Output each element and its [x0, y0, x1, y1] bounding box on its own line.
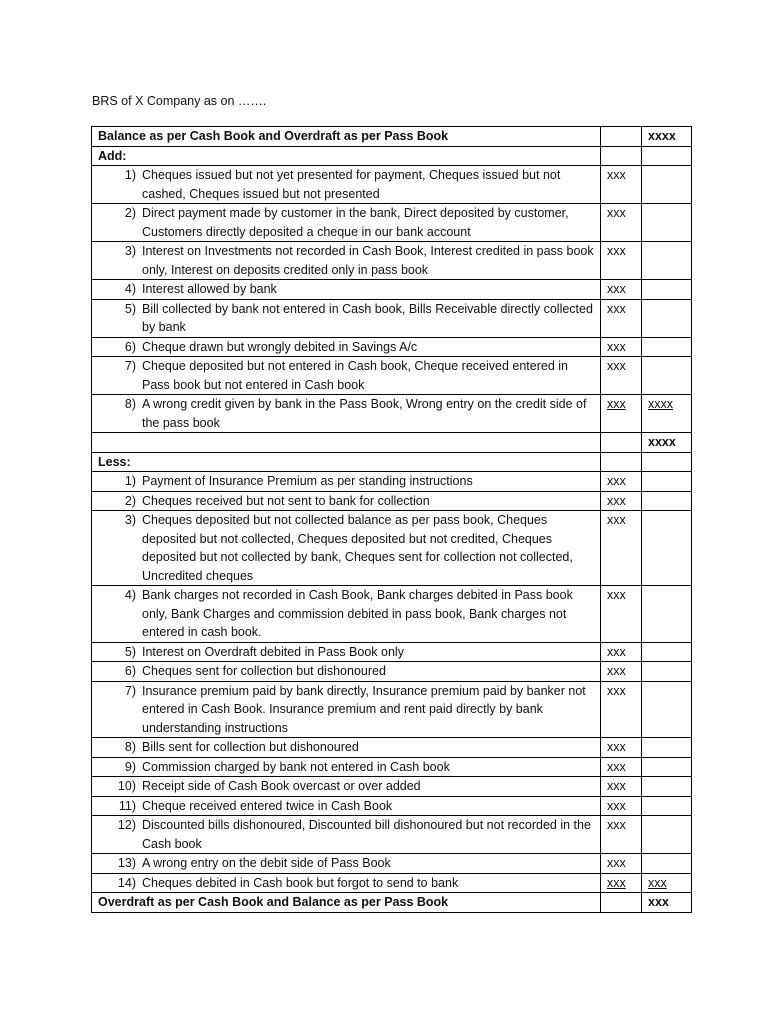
list-item: [98, 395, 594, 432]
item-description-cell: [92, 738, 601, 758]
list-item: [98, 472, 594, 491]
item-text: Cheques deposited but not collected balance as per pass book, Cheques deposited but not collected, Cheques deposited but not credited, Cheques deposited but not collected by bank, Cheques sent for collection not collected, Uncredited cheques: [142, 513, 573, 583]
item-description-cell: [92, 873, 601, 893]
item-text: A wrong credit given by bank in the Pass Book, Wrong entry on the credit side of the pass book: [142, 397, 587, 430]
item-total: [642, 777, 692, 797]
item-description-cell: [92, 472, 601, 492]
list-item: [98, 511, 594, 585]
item-amount: xxx: [601, 738, 642, 758]
less-item-row: [92, 586, 692, 643]
item-amount: xxx: [601, 681, 642, 738]
item-number: 2): [124, 493, 136, 508]
list-item: [98, 797, 594, 816]
item-total: [642, 662, 692, 682]
item-amount: xxx: [601, 357, 642, 395]
header-row-label: Balance as per Cash Book and Overdraft as per Pass Book: [92, 127, 601, 147]
item-amount: xxx: [601, 662, 642, 682]
item-description-cell: [92, 854, 601, 874]
less-item-row: [92, 472, 692, 492]
item-total: [642, 166, 692, 204]
list-item: [98, 586, 594, 642]
item-number: 2): [124, 206, 136, 220]
document-title: BRS of X Company as on …….: [92, 94, 267, 108]
item-amount: xxx: [601, 204, 642, 242]
brs-table: [91, 126, 692, 913]
item-description-cell: [92, 242, 601, 280]
item-number: 7): [124, 683, 136, 698]
less-item-row: [92, 796, 692, 816]
item-total: [642, 681, 692, 738]
less-item-row: [92, 738, 692, 758]
blank-cell: [642, 452, 692, 472]
item-number: 9): [124, 759, 136, 774]
item-total: [642, 586, 692, 643]
header-row-total: xxxx: [642, 127, 692, 147]
add-item-row: [92, 280, 692, 300]
item-number: 8): [124, 397, 136, 411]
item-amount: xxx: [601, 491, 642, 511]
item-amount: xxx: [601, 166, 642, 204]
less-item-row: [92, 491, 692, 511]
item-description-cell: [92, 395, 601, 433]
item-total: [642, 511, 692, 586]
less-item-row: [92, 511, 692, 586]
item-total: [642, 357, 692, 395]
item-amount: xxx: [601, 337, 642, 357]
item-number: 3): [124, 244, 136, 258]
item-number: 13): [117, 856, 136, 870]
item-text: Cheque received entered twice in Cash Book: [142, 798, 393, 813]
item-total: [642, 337, 692, 357]
item-total: [642, 738, 692, 758]
item-number: 6): [124, 339, 136, 354]
list-item: [98, 662, 594, 681]
item-total: [642, 757, 692, 777]
item-text: Cheques issued but not yet presented for payment, Cheques issued but not cashed, Cheques issued but not presented: [142, 168, 561, 201]
list-item: [98, 874, 594, 893]
item-amount: xxx: [601, 395, 642, 433]
less-item-row: [92, 873, 692, 893]
item-number: 7): [124, 359, 136, 373]
item-description-cell: [92, 357, 601, 395]
item-description-cell: [92, 299, 601, 337]
less-item-row: [92, 777, 692, 797]
item-text: Insurance premium paid by bank directly, Insurance premium paid by banker not entered in Cash Book. Insurance premium and rent paid directly by bank understanding instructions: [142, 683, 586, 735]
item-number: 4): [124, 282, 136, 296]
list-item: [98, 816, 594, 853]
less-item-row: [92, 642, 692, 662]
item-description-cell: [92, 280, 601, 300]
item-description-cell: [92, 337, 601, 357]
list-item: [98, 643, 594, 662]
item-number: 3): [124, 513, 136, 527]
item-text: Bank charges not recorded in Cash Book, Bank charges debited in Pass book only, Bank Charges and commission debited in pass book, Bank charges not entered in cash book.: [142, 588, 573, 639]
less-item-row: [92, 662, 692, 682]
item-amount: xxx: [601, 854, 642, 874]
item-description-cell: [92, 586, 601, 643]
item-amount: xxx: [601, 642, 642, 662]
list-item: [98, 492, 594, 511]
blank-cell: [601, 893, 642, 913]
add-heading-row: [92, 146, 692, 166]
blank-cell: [92, 433, 601, 453]
less-label: Less:: [92, 452, 601, 472]
item-number: 11): [118, 798, 136, 813]
footer-row-label: Overdraft as per Cash Book and Balance as per Pass Book: [92, 893, 601, 913]
item-amount: xxx: [601, 242, 642, 280]
item-description-cell: [92, 642, 601, 662]
list-item: [98, 682, 594, 738]
item-number: 8): [124, 740, 136, 754]
item-total: [642, 472, 692, 492]
item-text: Payment of Insurance Premium as per standing instructions: [142, 474, 473, 488]
less-item-row: [92, 681, 692, 738]
item-number: 10): [117, 779, 136, 793]
item-description-cell: [92, 166, 601, 204]
header-row: [92, 127, 692, 147]
list-item: [98, 854, 594, 873]
item-amount: xxx: [601, 472, 642, 492]
item-amount: xxx: [601, 757, 642, 777]
footer-row: [92, 893, 692, 913]
item-text: Discounted bills dishonoured, Discounted bill dishonoured but not recorded in the Cash book: [142, 818, 591, 851]
list-item: [98, 300, 594, 337]
add-item-row: [92, 166, 692, 204]
subtotal-row: [92, 433, 692, 453]
item-description-cell: [92, 204, 601, 242]
item-text: Interest on Investments not recorded in Cash Book, Interest credited in pass book only, Interest on deposits credited only in pass book: [142, 244, 594, 277]
add-item-row: [92, 299, 692, 337]
item-text: Direct payment made by customer in the bank, Direct deposited by customer, Customers directly deposited a cheque in our bank account: [142, 206, 569, 239]
item-number: 1): [124, 474, 136, 488]
item-text: Interest on Overdraft debited in Pass Book only: [142, 644, 404, 659]
item-number: 14): [117, 875, 136, 890]
item-description-cell: [92, 662, 601, 682]
list-item: [98, 338, 594, 357]
item-number: 5): [124, 301, 136, 316]
item-amount: xxx: [601, 280, 642, 300]
item-number: 12): [117, 818, 136, 832]
blank-cell: [642, 146, 692, 166]
item-amount: xxx: [601, 816, 642, 854]
item-amount: xxx: [601, 777, 642, 797]
item-total: xxxx: [642, 395, 692, 433]
item-text: Cheque drawn but wrongly debited in Savings A/c: [142, 339, 418, 354]
item-text: Cheques received but not sent to bank for collection: [142, 493, 430, 508]
less-item-row: [92, 757, 692, 777]
item-description-cell: [92, 511, 601, 586]
list-item: [98, 166, 594, 203]
item-text: Cheques debited in Cash book but forgot to send to bank: [142, 875, 459, 890]
item-text: Bill collected by bank not entered in Cash book, Bills Receivable directly collected by bank: [142, 301, 593, 334]
less-item-row: [92, 816, 692, 854]
add-item-row: [92, 395, 692, 433]
add-item-row: [92, 357, 692, 395]
item-text: Interest allowed by bank: [142, 282, 277, 296]
item-description-cell: [92, 777, 601, 797]
item-number: 5): [124, 644, 136, 659]
item-text: Bills sent for collection but dishonoured: [142, 740, 359, 754]
item-total: [642, 280, 692, 300]
blank-cell: [601, 433, 642, 453]
item-text: Cheques sent for collection but dishonoured: [142, 664, 386, 678]
item-total: [642, 299, 692, 337]
brs-table-body: [92, 127, 692, 913]
item-description-cell: [92, 816, 601, 854]
item-amount: xxx: [601, 511, 642, 586]
item-text: Receipt side of Cash Book overcast or over added: [142, 779, 421, 793]
blank-cell: [601, 452, 642, 472]
item-number: 4): [124, 588, 136, 602]
item-description-cell: [92, 681, 601, 738]
item-total: [642, 796, 692, 816]
less-heading-row: [92, 452, 692, 472]
item-total: xxx: [642, 873, 692, 893]
item-amount: xxx: [601, 796, 642, 816]
list-item: [98, 280, 594, 299]
item-text: A wrong entry on the debit side of Pass Book: [142, 856, 391, 870]
item-amount: xxx: [601, 873, 642, 893]
item-number: 6): [124, 664, 136, 678]
list-item: [98, 357, 594, 394]
list-item: [98, 738, 594, 757]
add-item-row: [92, 204, 692, 242]
add-item-row: [92, 242, 692, 280]
add-label: Add:: [92, 146, 601, 166]
list-item: [98, 242, 594, 279]
item-text: Commission charged by bank not entered in Cash book: [142, 759, 450, 774]
subtotal-amount: xxxx: [642, 433, 692, 453]
less-item-row: [92, 854, 692, 874]
item-amount: xxx: [601, 299, 642, 337]
item-description-cell: [92, 491, 601, 511]
item-total: [642, 854, 692, 874]
list-item: [98, 204, 594, 241]
item-total: [642, 491, 692, 511]
list-item: [98, 777, 594, 796]
add-item-row: [92, 337, 692, 357]
item-number: 1): [124, 168, 136, 182]
item-text: Cheque deposited but not entered in Cash book, Cheque received entered in Pass book but not entered in Cash book: [142, 359, 568, 392]
item-total: [642, 642, 692, 662]
item-total: [642, 816, 692, 854]
item-description-cell: [92, 796, 601, 816]
header-row-amount-blank: [601, 127, 642, 147]
footer-row-total: xxx: [642, 893, 692, 913]
item-total: [642, 204, 692, 242]
item-amount: xxx: [601, 586, 642, 643]
item-description-cell: [92, 757, 601, 777]
list-item: [98, 758, 594, 777]
item-total: [642, 242, 692, 280]
blank-cell: [601, 146, 642, 166]
